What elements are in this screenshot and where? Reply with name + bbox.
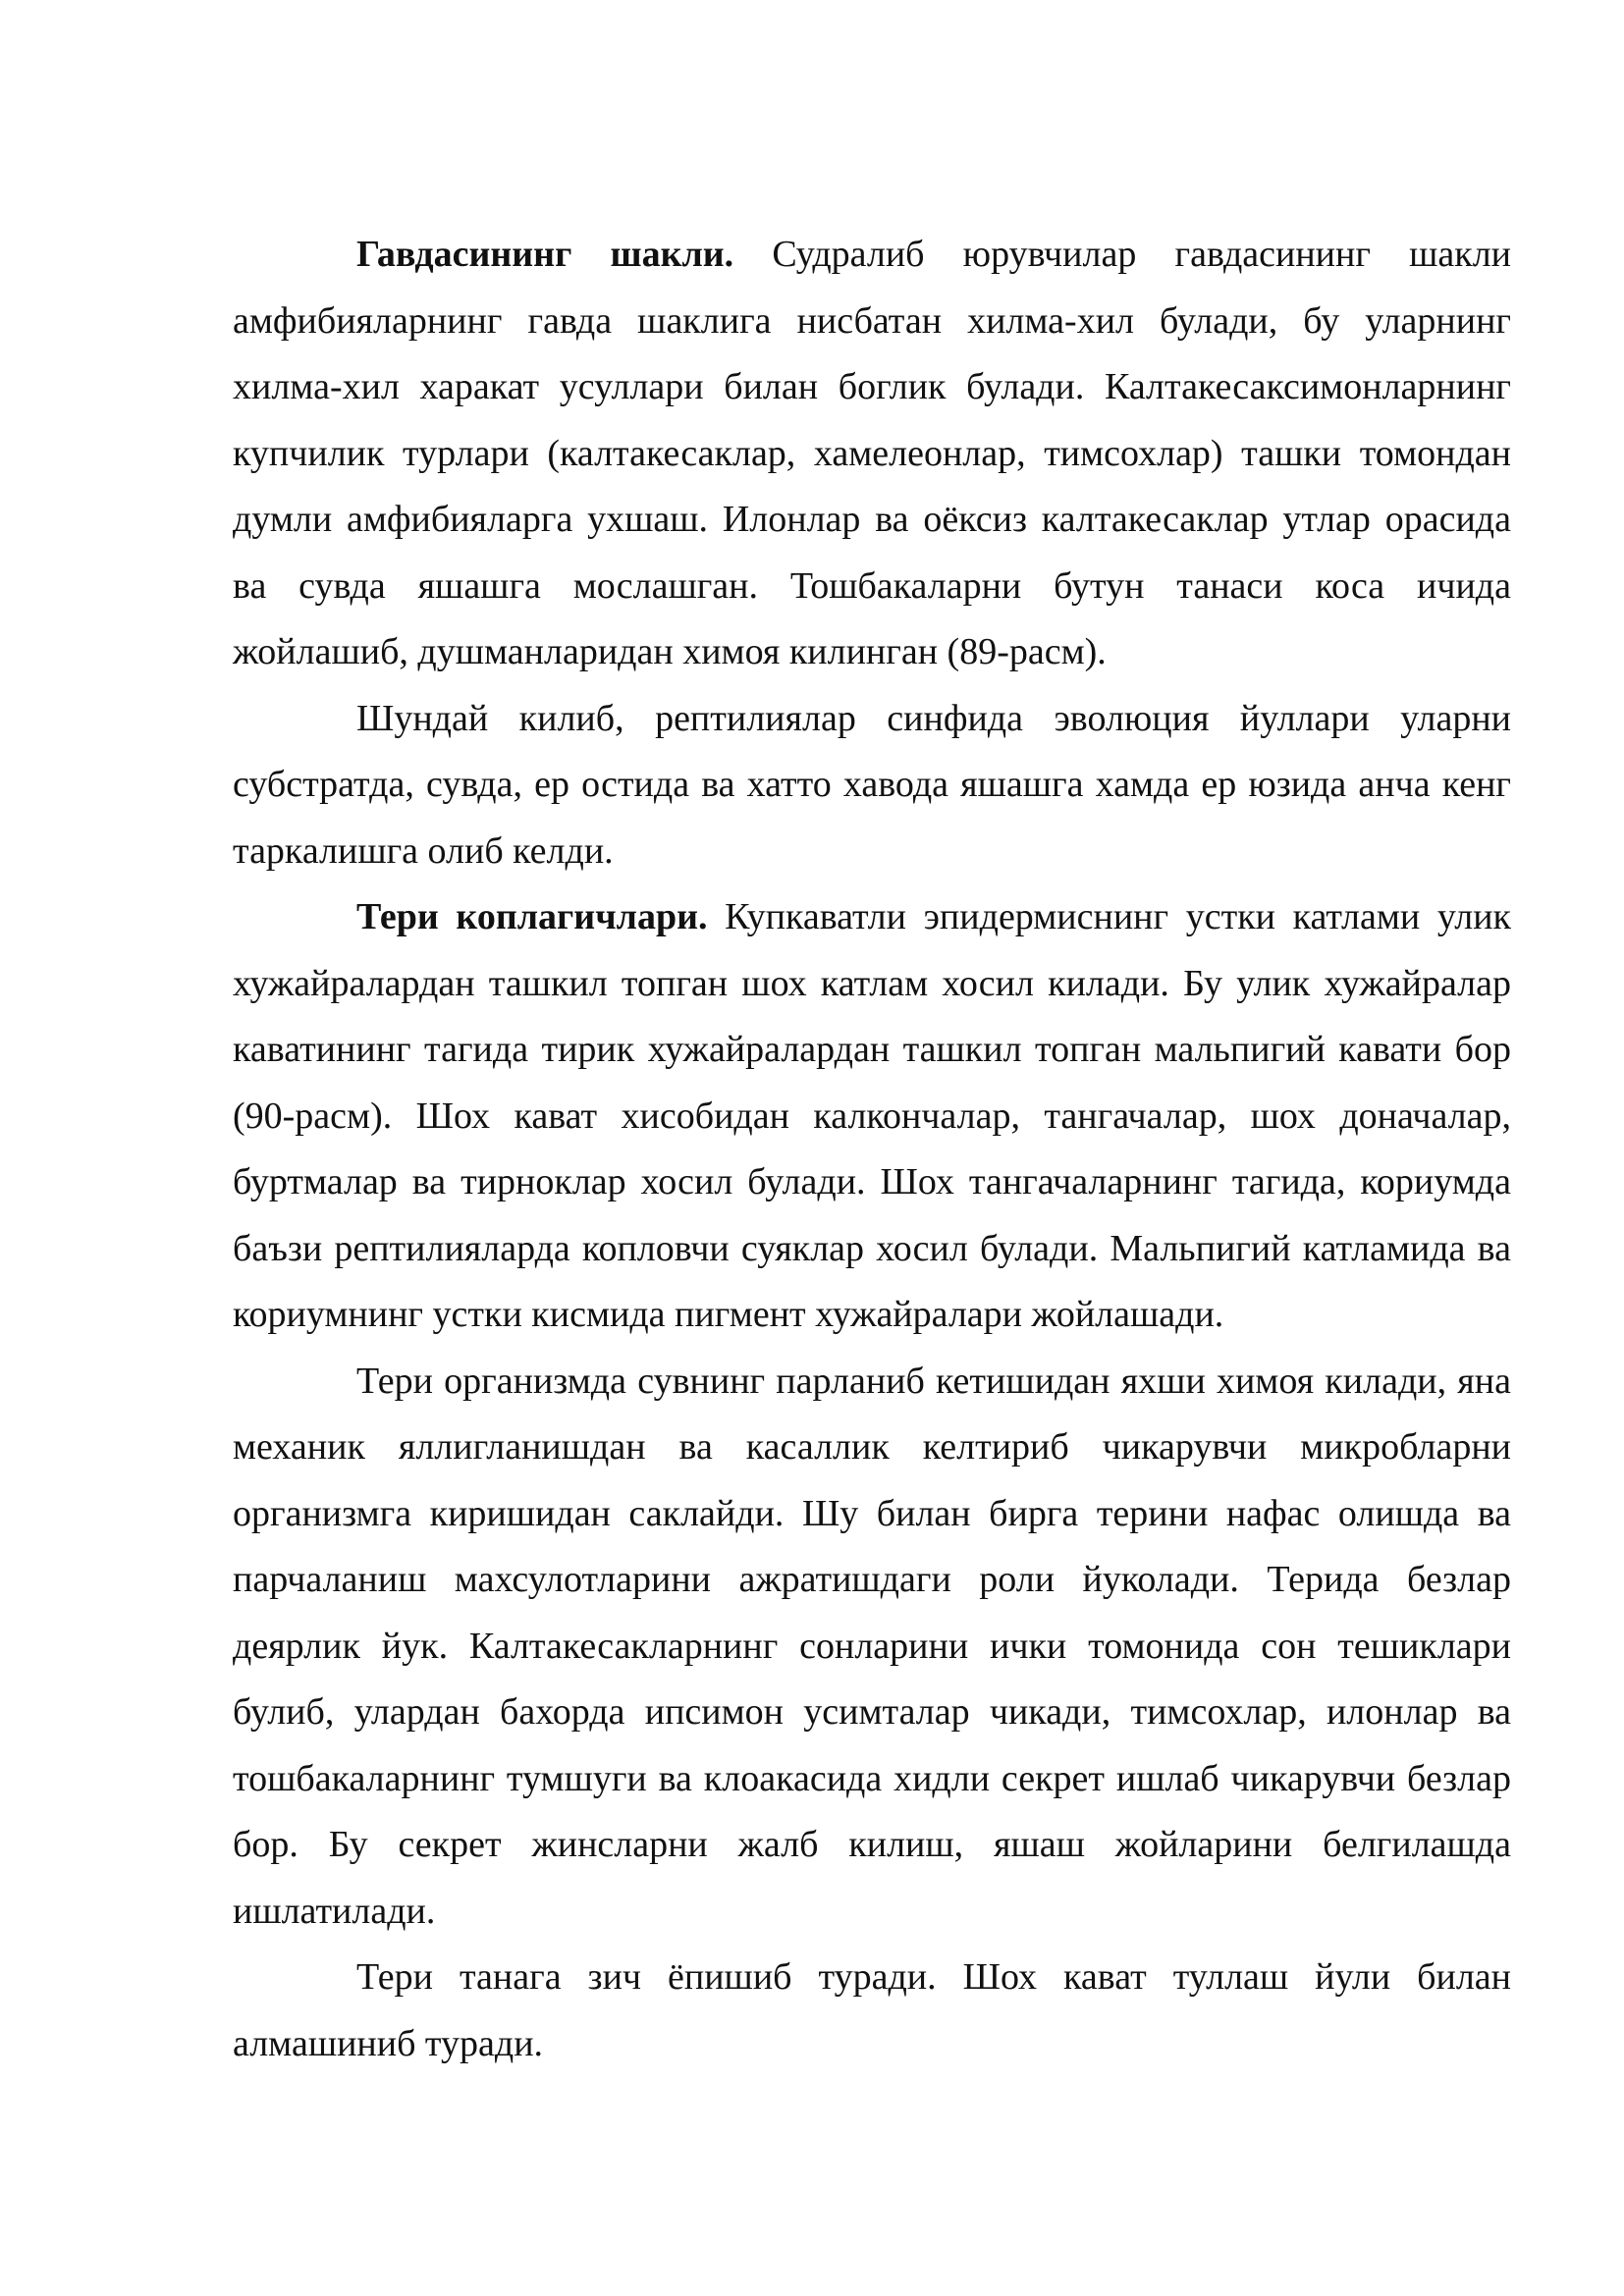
paragraph-text: Судралиб юрувчилар гавдасининг шакли амфибияларнинг гавда шаклига нисбатан хилма-хил булади, бу уларнинг хилма-хил харакат усуллари билан боглик булади. Калтакесаксимонларнинг купчилик турлари (калтакесаклар, хамелеонлар, тимсохлар) ташки томондан думли амфибияларга ухшаш. Илонлар ва оёксиз калтакесаклар утлар орасида ва сувда яшашга мослашган. Тошбакаларни бутун танаси коса ичида жойлашиб, душманларидан химоя килинган (89-расм).	[233, 234, 1511, 672]
paragraph-skin-coverings	[233, 884, 1511, 1349]
paragraph-text: Купкаватли эпидермиснинг устки катлами улик хужайралардан ташкил топган шох катлам хосил килади. Бу улик хужайралар каватининг тагида тирик хужайралардан ташкил топган мальпигий кавати бор (90-расм). Шох кават хисобидан калкончалар, тангачалар, шох доначалар, буртмалар ва тирноклар хосил булади. Шох тангачаларнинг тагида, кориумда баъзи рептилияларда копловчи суяклар хосил булади. Мальпигий катламида ва кориумнинг устки кисмида пигмент хужайралари жойлашади.	[233, 896, 1511, 1335]
paragraph-evolution-summary	[233, 686, 1511, 885]
section-heading-skin-coverings: Тери коплагичлари.	[356, 896, 708, 937]
section-heading-body-shape: Гавдасининг шакли.	[356, 234, 734, 275]
document-page	[233, 222, 1511, 2077]
paragraph-skin-functions	[233, 1349, 1511, 1946]
paragraph-skin-molting	[233, 1945, 1511, 2077]
paragraph-body-shape	[233, 222, 1511, 686]
paragraph-text: Тери танага зич ёпишиб туради. Шох кават туллаш йули билан алмашиниб туради.	[233, 1956, 1511, 2064]
paragraph-text: Тери организмда сувнинг парланиб кетишидан яхши химоя килади, яна механик яллигланишдан ва касаллик келтириб чикарувчи микробларни организмга киришидан саклайди. Шу билан бирга терини нафас олишда ва парчаланиш махсулотларини ажратишдаги роли йуколади. Терида безлар деярлик йук. Калтакесакларнинг сонларини ички томонида сон тешиклари булиб, улардан бахорда ипсимон усимталар чикади, тимсохлар, илонлар ва тошбакаларнинг тумшуги ва клоакасида хидли секрет ишлаб чикарувчи безлар бор. Бу секрет жинсларни жалб килиш, яшаш жойларини белгилашда ишлатилади.	[233, 1360, 1511, 1932]
paragraph-text: Шундай килиб, рептилиялар синфида эволюция йуллари уларни субстратда, сувда, ер остида ва хатто хавода яшашга хамда ер юзида анча кенг таркалишга олиб келди.	[233, 697, 1511, 872]
